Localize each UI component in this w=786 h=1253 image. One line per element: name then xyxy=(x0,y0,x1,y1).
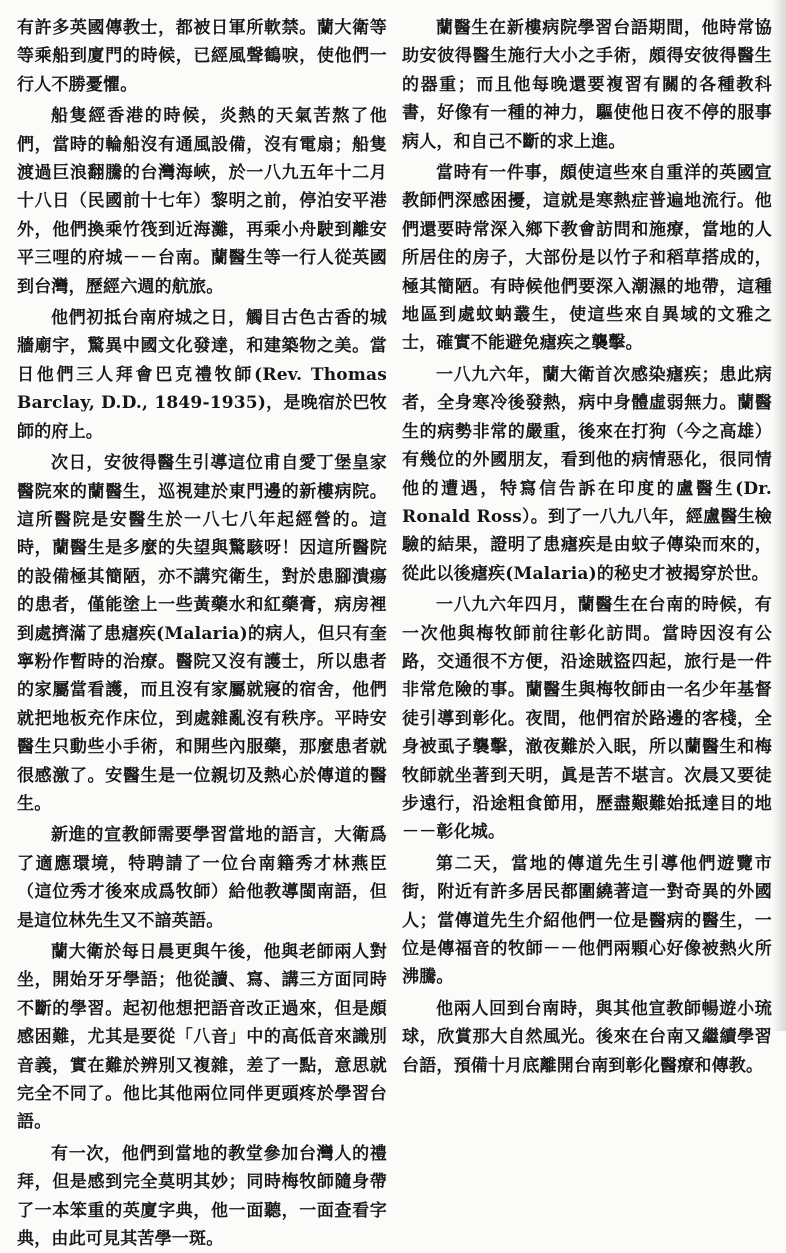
paragraph: 一八九六年四月，蘭醫生在台南的時候，有一次他與梅牧師前往彰化訪問。當時因沒有公路，交通很不方便，沿途賊盜四起，旅行是一件非常危險的事。蘭醫生與梅牧師由一名少年基督徒引導到彰化。夜間，他們宿於路邊的客棧，全身被虱子襲擊，澈夜難於入眠，所以蘭醫生和梅牧師就坐著到天明，眞是苦不堪言。次晨又要徒步遠行，沿途粗食節用，歷盡艱難始抵達目的地－－彰化城。 xyxy=(402,595,772,843)
paragraph: 有一次，他們到當地的教堂參加台灣人的禮拜，但是感到完全莫明其妙；同時梅牧師隨身帶了一本笨重的英廈字典，他一面聽，一面查看字典，由此可見其苦學一斑。 xyxy=(17,1143,387,1250)
paragraph: 有許多英國傳教士，都被日軍所軟禁。蘭大衛等等乘船到廈門的時候，已經風聲鶴唳，使他們一行人不勝憂懼。 xyxy=(17,18,387,95)
paragraph: 蘭醫生在新樓病院學習台語期間，他時常協助安彼得醫生施行大小之手術，頗得安彼得醫生的器重；而且他每晚還要複習有關的各種教科書，好像有一種的神力，驅使他日夜不停的服事病人，和自己不斷的求上進。 xyxy=(402,18,772,152)
paragraph: 次日，安彼得醫生引導這位甫自愛丁堡皇家醫院來的蘭醫生，巡視建於東門邊的新樓病院。這所醫院是安醫生於一八七八年起經營的。這時，蘭醫生是多麼的失望與驚駭呀！因這所醫院的設備極其簡陋，亦不講究衛生，對於患腳潰瘍的患者，僅能塗上一些黃藥水和紅藥膏，病房裡到處擠滿了患瘧疾(Malaria)的病人，但只有奎寧粉作暫時的治療。醫院又沒有護士，所以患者的家屬當看護，而且沒有家屬就寢的宿舍，他們就把地板充作床位，到處雜亂沒有秩序。平時安醫生只動些小手術，和開些內服藥，那麼患者就很感激了。安醫生是一位親切及熱心於傳道的醫生。 xyxy=(17,453,387,814)
paragraph: 第二天，當地的傳道先生引導他們遊覽市街，附近有許多居民都圍繞著這一對奇異的外國人；當傳道先生介紹他們一位是醫病的醫生，一位是傳福音的牧師－－他們兩顆心好像被熱火所沸騰。 xyxy=(402,853,772,988)
scan-edge-shadow xyxy=(772,0,786,1031)
paragraph: 一八九六年，蘭大衛首次感染瘧疾；患此病者，全身寒冷後發熱，病中身體虛弱無力。蘭醫生的病勢非常的嚴重，後來在打狗（今之高雄）有幾位的外國朋友，看到他的病情惡化，很同情他的遭遇，特寫信告訴在印度的盧醫生(Dr. Ronald Ross）。到了一八九八年，經盧醫生檢驗的結果，證明了患瘧疾是由蚊子傳染而來的，從此以後瘧疾(Malaria)的秘史才被揭穿於世。 xyxy=(402,364,772,584)
paragraph: 新進的宣教師需要學習當地的語言，大衛爲了適應環境，特聘請了一位台南籍秀才林燕臣（這位秀才後來成爲牧師）給他教導閩南語，但是這位林先生又不諳英語。 xyxy=(17,825,387,931)
paragraph: 他們初抵台南府城之日，觸目古色古香的城牆廟宇，驚異中國文化發達，和建築物之美。當日他們三人拜會巴克禮牧師(Rev. Thomas Barclay, D.D., 1849-1935)，是晚宿於巴牧師的府上。 xyxy=(17,308,387,442)
paragraph: 他兩人回到台南時，與其他宣教師暢遊小琉球，欣賞那大自然風光。後來在台南又繼續學習台語，預備十月底離開台南到彰化醫療和傳教。 xyxy=(402,998,772,1076)
left-text-column xyxy=(17,14,387,1250)
right-text-column xyxy=(402,14,772,1076)
paragraph: 當時有一件事，頗使這些來自重洋的英國宣教師們深感困擾，這就是寒熱症普遍地流行。他們還要時常深入鄉下教會訪問和施療，當地的人所居住的房子，大部份是以竹子和稻草搭成的，極其簡陋。有時候他們要深入潮濕的地帶，這種地區到處蚊蚋叢生，使這些來自異域的文雅之士，確實不能避免瘧疾之襲擊。 xyxy=(402,163,772,354)
paragraph: 蘭大衛於每日晨更與午後，他與老師兩人對坐，開始牙牙學語；他從讀、寫、講三方面同時不斷的學習。起初他想把語音改正過來，但是頗感困難，尤其是要從「八音」中的高低音來識別音義，實在難於辨別又複雜，差了一點，意思就完全不同了。他比其他兩位同伴更頭疼於學習台語。 xyxy=(17,942,387,1133)
paragraph: 船隻經香港的時候，炎熱的天氣苦熬了他們，當時的輪船沒有通風設備，沒有電扇；船隻渡過巨浪翻騰的台灣海峽，於一八九五年十二月十八日（民國前十七年）黎明之前，停泊安平港外，他們換乘竹筏到近海灘，再乘小舟駛到離安平三哩的府城－－台南。蘭醫生等一行人從英國到台灣，歷經六週的航旅。 xyxy=(17,106,387,297)
